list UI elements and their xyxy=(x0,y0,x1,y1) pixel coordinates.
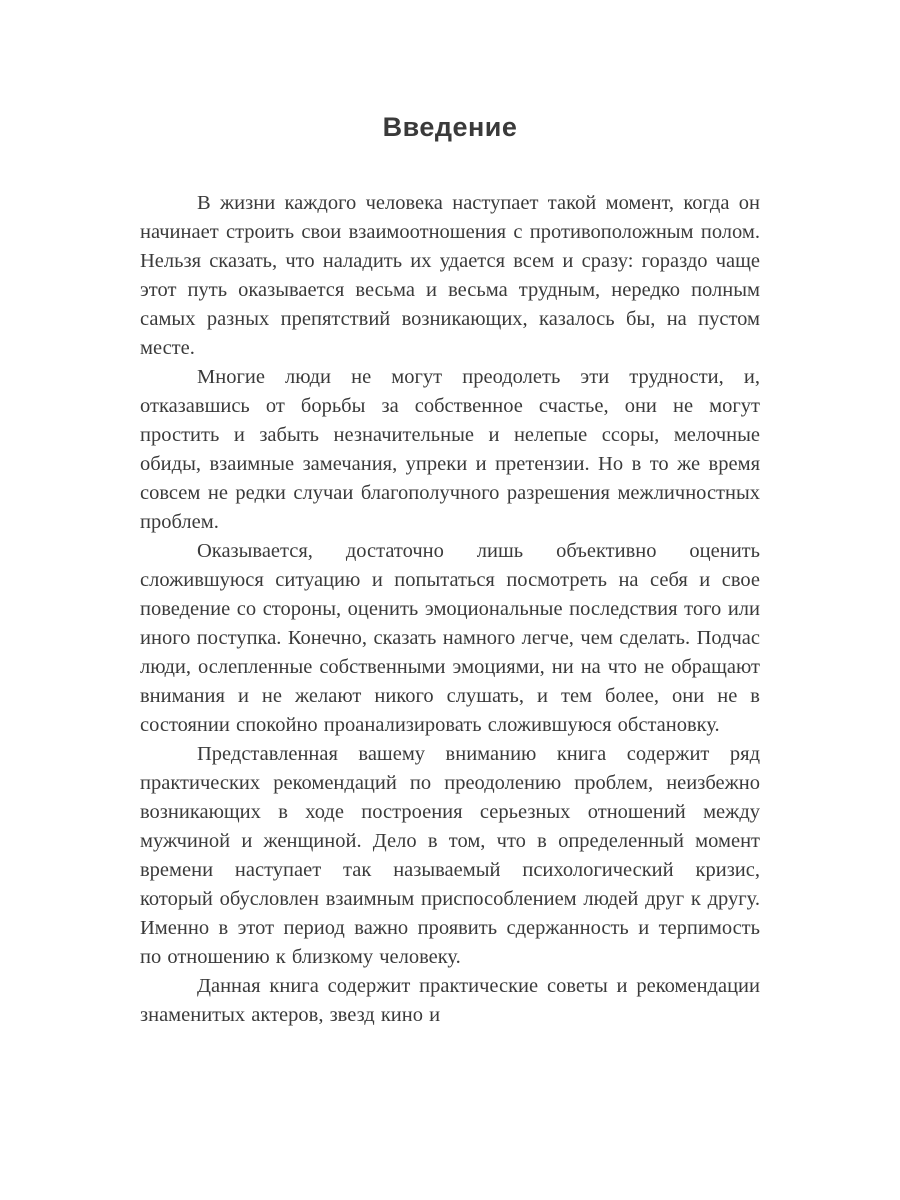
paragraph: Представленная вашему вниманию книга содержит ряд практических рекомендаций по преодолению проблем, неизбежно возникающих в ходе построения серьезных отношений между мужчиной и женщиной. Дело в том, что в определенный момент времени наступает так называемый психологический кризис, который обусловлен взаимным приспособлением людей друг к другу. Именно в этот период важно проявить сдержанность и терпимость по отношению к близкому человеку. xyxy=(140,743,760,968)
paragraph: Многие люди не могут преодолеть эти трудности, и, отказавшись от борьбы за собственное счастье, они не могут простить и забыть незначительные и нелепые ссоры, мелочные обиды, взаимные замечания, упреки и претензии. Но в то же время совсем не редки случаи благополучного разрешения межличностных проблем. xyxy=(140,366,760,533)
paragraph: Данная книга содержит практические советы и рекомендации знаменитых актеров, звезд кино и xyxy=(140,975,760,1026)
body-text xyxy=(140,189,760,1030)
paragraph: В жизни каждого человека наступает такой момент, когда он начинает строить свои взаимоотношения с противоположным полом. Нельзя сказать, что наладить их удается всем и сразу: гораздо чаще этот путь оказывается весьма и весьма трудным, нередко полным самых разных препятствий возникающих, казалось бы, на пустом месте. xyxy=(140,192,760,359)
paragraph: Оказывается, достаточно лишь объективно оценить сложившуюся ситуацию и попытаться посмотреть на себя и свое поведение со стороны, оценить эмоциональные последствия того или иного поступка. Конечно, сказать намного легче, чем сделать. Подчас люди, ослепленные собственными эмоциями, ни на что не обращают внимания и не желают никого слушать, и тем более, они не в состоянии спокойно проанализировать сложившуюся обстановку. xyxy=(140,540,760,736)
page-title: Введение xyxy=(382,112,518,142)
